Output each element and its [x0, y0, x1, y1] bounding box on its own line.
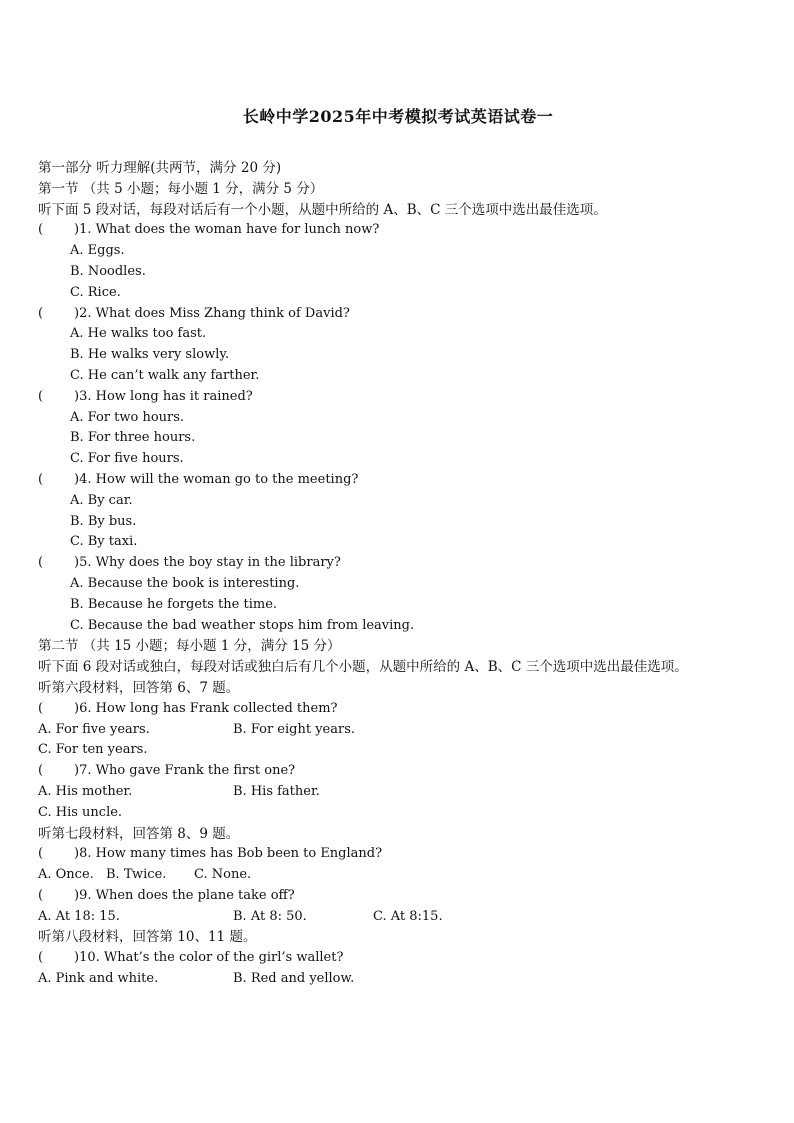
option: B. He walks very slowly.	[70, 347, 230, 363]
question-stem: )7. Who gave Frank the first one?	[74, 763, 296, 779]
options-row	[38, 865, 758, 886]
option: A. He walks too fast.	[70, 326, 207, 342]
question-4	[38, 470, 758, 491]
option: B. For three hours.	[70, 430, 196, 446]
option-c: C. His uncle.	[38, 804, 123, 820]
option-c: C. For ten years.	[38, 742, 148, 758]
option-b: B. For eight years.	[233, 721, 356, 737]
section1-instruction: 听下面 5 段对话，每段对话后有一个小题，从题中所给的 A、B、C 三个选项中选出最佳选项。	[38, 201, 607, 218]
answer-blank[interactable]: (	[38, 763, 44, 779]
option: C. By taxi.	[70, 534, 138, 550]
option: B. Noodles.	[70, 263, 146, 279]
options-row	[38, 969, 758, 990]
option: B. Because he forgets the time.	[70, 596, 278, 612]
question-stem: )8. How many times has Bob been to England?	[74, 846, 383, 862]
question-stem: )2. What does Miss Zhang think of David?	[74, 305, 350, 321]
option: A. By car.	[70, 492, 133, 508]
answer-blank[interactable]: (	[38, 471, 44, 487]
answer-blank[interactable]: (	[38, 950, 44, 966]
option: C. Rice.	[70, 284, 121, 300]
question-8	[38, 844, 758, 865]
question-3	[38, 387, 758, 408]
question-6	[38, 699, 758, 720]
question-stem: )5. Why does the boy stay in the library?	[74, 555, 341, 571]
part1-heading: 第一部分 听力理解(共两节，满分 20 分)	[38, 160, 282, 176]
option-a: A. His mother.	[38, 783, 133, 799]
question-1	[38, 220, 758, 241]
section2-heading: 第二节 （共 15 小题；每小题 1 分，满分 15 分）	[38, 638, 341, 655]
option-c: C. At 8:15.	[373, 908, 443, 924]
option-b: B. At 8: 50.	[233, 908, 307, 924]
question-stem: )10. What’s the color of the girl’s wallet?	[74, 950, 344, 966]
option: A. Eggs.	[70, 243, 125, 259]
section1-heading: 第一节 （共 5 小题；每小题 1 分，满分 5 分）	[38, 180, 324, 197]
question-stem: )9. When does the plane take off?	[74, 887, 295, 903]
question-stem: )1. What does the woman have for lunch now?	[74, 222, 380, 238]
question-5	[38, 553, 758, 574]
options-row	[38, 720, 758, 741]
question-9	[38, 886, 758, 907]
option: A. Because the book is interesting.	[70, 575, 300, 591]
option: A. For two hours.	[70, 409, 185, 425]
option: C. Because the bad weather stops him from leaving.	[70, 617, 415, 633]
option-b: B. Red and yellow.	[233, 971, 355, 987]
options-row	[38, 907, 758, 928]
answer-blank[interactable]: (	[38, 305, 44, 321]
answer-blank[interactable]: (	[38, 700, 44, 716]
question-7	[38, 761, 758, 782]
question-stem: )4. How will the woman go to the meeting?	[74, 471, 359, 487]
answer-blank[interactable]: (	[38, 555, 44, 571]
section2-instruction: 听下面 6 段对话或独白，每段对话或独白后有几个小题，从题中所给的 A、B、C 三个选项中选出最佳选项。	[38, 659, 688, 676]
question-stem: )6. How long has Frank collected them?	[74, 700, 338, 716]
option: B. By bus.	[70, 513, 137, 529]
option-a: A. Pink and white.	[38, 971, 159, 987]
material-8-heading: 听第八段材料，回答第 10、11 题。	[38, 929, 257, 946]
options-row	[38, 782, 758, 803]
option-a: A. Once.	[38, 867, 94, 883]
exam-title: 长岭中学2025年中考模拟考试英语试卷一	[242, 107, 554, 126]
option-a: A. For five years.	[38, 721, 150, 737]
answer-blank[interactable]: (	[38, 222, 44, 238]
option: C. For five hours.	[70, 451, 184, 467]
option: C. He can’t walk any farther.	[70, 367, 260, 383]
question-10	[38, 948, 758, 969]
question-stem: )3. How long has it rained?	[74, 388, 253, 404]
answer-blank[interactable]: (	[38, 388, 44, 404]
question-2	[38, 304, 758, 325]
answer-blank[interactable]: (	[38, 846, 44, 862]
option-b: B. Twice.	[106, 867, 167, 883]
exam-body	[38, 158, 758, 990]
material-7-heading: 听第七段材料，回答第 8、9 题。	[38, 825, 240, 842]
material-6-heading: 听第六段材料，回答第 6、7 题。	[38, 679, 240, 696]
option-b: B. His father.	[233, 783, 320, 799]
option-c: C. None.	[194, 867, 252, 883]
answer-blank[interactable]: (	[38, 887, 44, 903]
option-a: A. At 18: 15.	[38, 908, 120, 924]
